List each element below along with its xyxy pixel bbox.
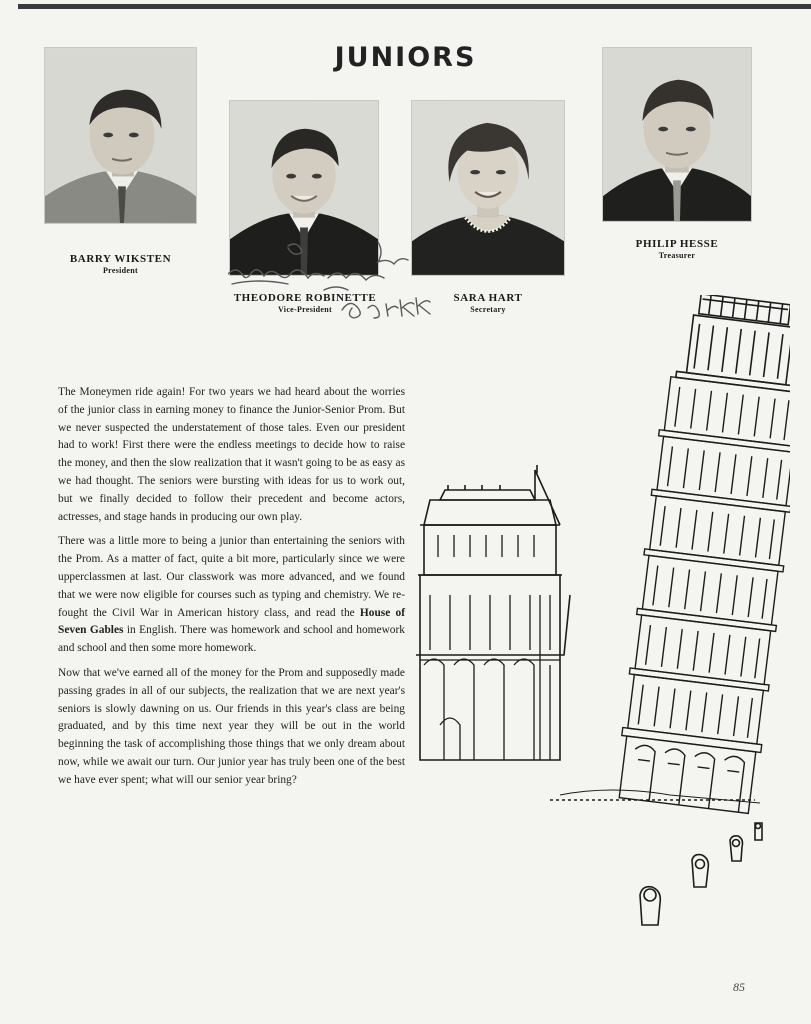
caption-vice-president <box>225 292 385 314</box>
book-title: House of Seven Gables <box>58 606 405 637</box>
portrait-sara-hart <box>411 100 565 276</box>
portrait-philip-hesse <box>602 47 752 222</box>
officer-name: THEODORE ROBINETTE <box>233 292 377 304</box>
leaning-tower-illustration <box>410 295 790 945</box>
paragraph-1: The Moneymen ride again! For two years we had heard about the worries of the junior class in earning money to finance the Junior-Senior Prom. But we never suspected the understatement of those tales. Even our president had to work! First there were the endless meetings to decide how to raise the money, and then the slow realization that it wasn't going to be as easy as we had thought. The seniors were bursting with ideas for us to work out, but we finally decided to follow their precedent and become actors, actresses, and stage hands in producing our own play. <box>58 386 405 523</box>
article-body <box>58 384 405 797</box>
officer-name: PHILIP HESSE <box>635 238 719 250</box>
portrait-image <box>230 101 378 275</box>
page-number: 85 <box>733 980 745 994</box>
paragraph-2-text-end: in English. There was homework and school and homework and school and then some more homework. <box>58 624 405 655</box>
leaning-tower <box>614 295 790 814</box>
paragraph-2-text: There was a little more to being a junior than entertaining the seniors with the Prom. As a matter of fact, quite a bit more, particularly since we were upperclassmen at last. Our classwork was more advanced, and we found that we were now eligible for courses such as typing and chemistry. We re-fought the Civil War in American history class, and read the <box>58 535 405 619</box>
caption-president <box>44 253 197 275</box>
paragraph-2 <box>58 533 405 658</box>
portrait-image <box>45 48 196 223</box>
caption-treasurer <box>602 238 752 260</box>
portrait-barry-wiksten <box>44 47 197 224</box>
top-rule <box>18 4 811 9</box>
officer-role: Treasurer <box>658 251 696 260</box>
paragraph-3: Now that we've earned all of the money for the Prom and supposedly made passing grades in all of our subjects, the realization that we are next year's seniors is slowly dawning on us. Our friends in this year's class are being graduated, and by this time next year they will be out in the world beginning the task of accomplishing those things that we only dream about now, while we await our turn. Our junior year has truly been one of the best we have ever spent; what will our senior year bring? <box>58 666 405 786</box>
portrait-theodore-robinette <box>229 100 379 276</box>
portrait-image <box>603 48 751 221</box>
page-title: JUNIORS <box>334 42 477 73</box>
officer-role: Secretary <box>470 305 506 314</box>
walking-figures <box>640 823 762 925</box>
bell-tower-building <box>416 465 570 760</box>
officer-name: BARRY WIKSTEN <box>69 253 172 265</box>
officer-name: SARA HART <box>453 292 523 304</box>
officer-role: President <box>103 266 138 275</box>
officer-role: Vice-President <box>278 305 332 314</box>
portrait-image <box>412 101 564 275</box>
